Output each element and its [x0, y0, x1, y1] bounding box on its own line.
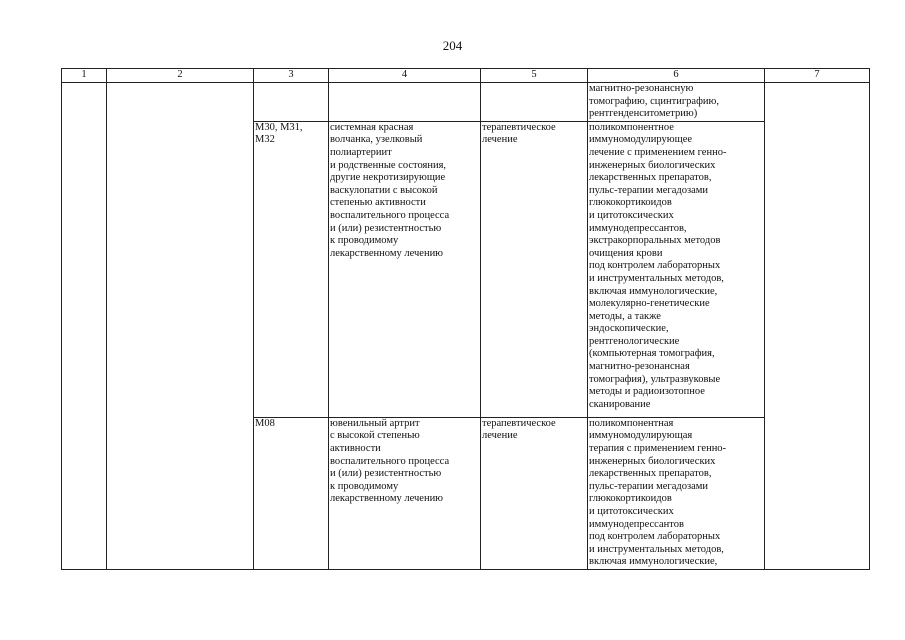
column-header: 4: [329, 69, 481, 83]
table-cell-col5: терапевтическое лечение: [481, 121, 588, 417]
column-header: 7: [765, 69, 870, 83]
table-cell-col2: [107, 417, 254, 569]
table-row: [62, 121, 870, 417]
table-cell-col1: [62, 121, 107, 417]
table-cell-col7: [765, 417, 870, 569]
table-row: [62, 417, 870, 569]
page-number: 204: [442, 38, 463, 53]
column-header: 3: [254, 69, 329, 83]
table-cell-col6: поликомпонентное иммуномодулирующее лечение с применением генно- инженерных биологических лекарственных препаратов, пульс-терапии мегадозами глюкокортикоидов и цитотоксических иммунодепрессантов, экстракорпоральных методов очищения крови под контролем лабораторных и инструментальных методов, включая иммунологические, молекулярно-генетические методы, а также эндоскопические, рентгенологические (компьютерная томография, магнитно-резонансная томография), ультразвуковые методы и радиоизотопное сканирование: [588, 121, 765, 417]
column-header: 6: [588, 69, 765, 83]
table-cell-col5: [481, 83, 588, 122]
table-cell-col4: ювенильный артрит с высокой степенью активности воспалительного процесса и (или) резистентностью к проводимому лекарственному лечению: [329, 417, 481, 569]
table-cell-col2: [107, 83, 254, 122]
column-header: 1: [62, 69, 107, 83]
column-header: 5: [481, 69, 588, 83]
table-cell-col3: [254, 83, 329, 122]
table-cell-col3: M30, M31, M32: [254, 121, 329, 417]
table-cell-col1: [62, 83, 107, 122]
table-cell-col3: M08: [254, 417, 329, 569]
table-cell-col7: [765, 83, 870, 122]
table-cell-col2: [107, 121, 254, 417]
table-cell-col1: [62, 417, 107, 569]
table-header-row: [62, 69, 870, 83]
table-cell-col4: системная красная волчанка, узелковый полиартериит и родственные состояния, другие некротизирующие васкулопатии с высокой степенью активности воспалительного процесса и (или) резистентностью к проводимому лекарственному лечению: [329, 121, 481, 417]
table-row: [62, 83, 870, 122]
table-cell-col6: магнитно-резонансную томографию, сцинтиграфию, рентгенденситометрию): [588, 83, 765, 122]
table-cell-col6: поликомпонентная иммуномодулирующая терапия с применением генно- инженерных биологических лекарственных препаратов, пульс-терапии мегадозами глюкокортикоидов и цитотоксических иммунодепрессантов под контролем лабораторных и инструментальных методов, включая иммунологические,: [588, 417, 765, 569]
table-cell-col7: [765, 121, 870, 417]
column-header: 2: [107, 69, 254, 83]
medical-care-table: [61, 68, 870, 570]
table-cell-col5: терапевтическое лечение: [481, 417, 588, 569]
table-cell-col4: [329, 83, 481, 122]
